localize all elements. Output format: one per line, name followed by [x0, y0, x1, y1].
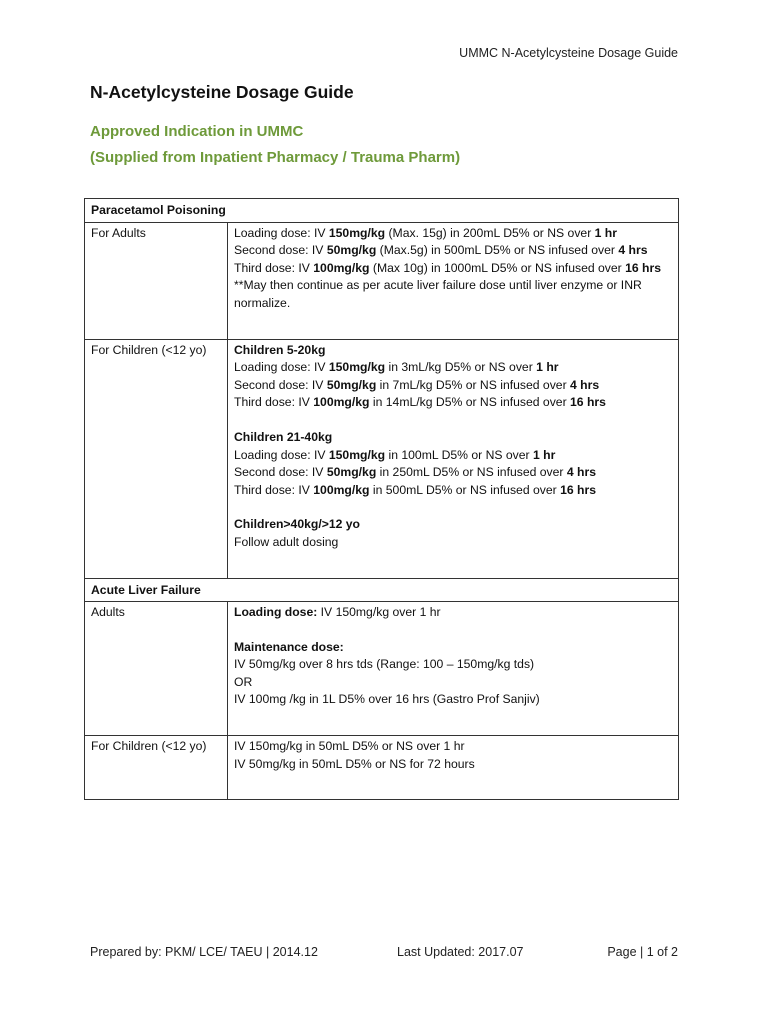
- dosage-table: [84, 198, 679, 800]
- dosage-text: Third dose: IV: [234, 482, 314, 497]
- dosage-line: [234, 464, 672, 482]
- table-row: [85, 602, 679, 736]
- dosage-text: IV 50mg/kg over 8 hrs tds (Range: 100 – 150mg/kg tds): [234, 657, 535, 672]
- dosage-line: [234, 295, 672, 313]
- dosage-text-bold: 100mg/kg: [313, 482, 370, 497]
- blank-line: [234, 622, 672, 639]
- dosage-text-bold: 1 hr: [594, 225, 617, 240]
- dosage-line: [234, 691, 672, 709]
- dosage-text: in 100mL D5% or NS over: [385, 447, 534, 462]
- dosage-text: Second dose: IV: [234, 377, 327, 392]
- dosage-text-bold: 150mg/kg: [328, 360, 386, 375]
- running-header: UMMC N-Acetylcysteine Dosage Guide: [459, 46, 678, 60]
- dosage-text: IV 50mg/kg in 50mL D5% or NS for 72 hours: [234, 756, 475, 771]
- row-label: For Children (<12 yo): [85, 736, 228, 800]
- dosage-text-bold: 1 hr: [536, 360, 559, 375]
- dosage-text-bold: 50mg/kg: [326, 243, 377, 258]
- dosage-text-bold: 16 hrs: [560, 482, 596, 497]
- dosage-cell: [228, 339, 679, 578]
- dosage-text-bold: Loading dose:: [234, 605, 318, 620]
- cell-padding: [234, 773, 672, 797]
- dosage-text: IV 150mg/kg over 1 hr: [317, 605, 441, 620]
- row-label: For Adults: [85, 222, 228, 339]
- dosage-text: IV 100mg /kg in 1L D5% over 16 hrs (Gastro Prof Sanjiv): [234, 692, 540, 707]
- dosage-text-bold: 150mg/kg: [328, 447, 386, 462]
- table-row: [85, 736, 679, 800]
- dosage-text: IV 150mg/kg in 50mL D5% or NS over 1 hr: [234, 739, 465, 754]
- table-row: [85, 222, 679, 339]
- dosage-text-bold: 50mg/kg: [326, 465, 377, 480]
- blank-line: [234, 499, 672, 516]
- dosage-text: (Max 10g) in 1000mL D5% or NS infused over: [369, 260, 626, 275]
- dosage-cell: [228, 736, 679, 800]
- dosage-text-bold: 100mg/kg: [313, 260, 370, 275]
- dosage-text-bold: 4 hrs: [618, 243, 648, 258]
- cell-padding: [234, 313, 672, 337]
- dosage-text: in 250mL D5% or NS infused over: [376, 465, 567, 480]
- dosage-line: [234, 242, 672, 260]
- dosage-text-bold: 16 hrs: [570, 395, 606, 410]
- dosage-text: OR: [234, 674, 253, 689]
- dosage-text: Third dose: IV: [234, 260, 314, 275]
- dosage-text: Second dose: IV: [234, 465, 327, 480]
- row-label: Adults: [85, 602, 228, 736]
- dosage-text: in 14mL/kg D5% or NS infused over: [369, 395, 571, 410]
- dosage-cell: [228, 222, 679, 339]
- dosage-text-bold: 4 hrs: [566, 465, 596, 480]
- dosage-text-bold: 1 hr: [533, 447, 556, 462]
- section-heading-row: [85, 199, 679, 223]
- table-row: [85, 339, 679, 578]
- subheading-line-1: Approved Indication in UMMC: [90, 123, 304, 140]
- dosage-text: Loading dose: IV: [234, 360, 329, 375]
- dosage-text-bold: 150mg/kg: [328, 225, 386, 240]
- dosage-text-bold: 100mg/kg: [313, 395, 370, 410]
- dosage-cell: [228, 602, 679, 736]
- footer-page-number: Page | 1 of 2: [607, 945, 678, 959]
- dosage-line: [234, 482, 672, 500]
- dosage-text: (Max. 15g) in 200mL D5% or NS over: [385, 225, 595, 240]
- dosage-text: Loading dose: IV: [234, 447, 329, 462]
- dosage-line: [234, 534, 672, 552]
- dosage-text: normalize.: [234, 295, 291, 310]
- dosage-text: Third dose: IV: [234, 395, 314, 410]
- dosage-line: [234, 377, 672, 395]
- dosage-line: [234, 738, 672, 756]
- dosage-line: [234, 516, 672, 534]
- dosage-text: **May then continue as per acute liver failure dose until liver enzyme or INR: [234, 278, 642, 293]
- section-heading: Acute Liver Failure: [85, 578, 679, 602]
- dosage-line: [234, 260, 672, 278]
- dosage-text-bold: Children 21-40kg: [234, 429, 333, 444]
- cell-padding: [234, 709, 672, 733]
- blank-line: [234, 412, 672, 429]
- dosage-text-bold: Children 5-20kg: [234, 342, 326, 357]
- dosage-text-bold: Children>40kg/>12 yo: [234, 517, 360, 532]
- dosage-text: in 3mL/kg D5% or NS over: [385, 360, 537, 375]
- dosage-text-bold: Maintenance dose:: [234, 639, 344, 654]
- dosage-text: in 7mL/kg D5% or NS infused over: [376, 377, 571, 392]
- dosage-line: [234, 447, 672, 465]
- dosage-line: [234, 394, 672, 412]
- footer-last-updated: Last Updated: 2017.07: [397, 945, 524, 959]
- subheading-line-2: (Supplied from Inpatient Pharmacy / Trauma Pharm): [90, 149, 461, 166]
- dosage-text: Loading dose: IV: [234, 225, 329, 240]
- page-title: N-Acetylcysteine Dosage Guide: [90, 82, 354, 102]
- dosage-text: Second dose: IV: [234, 243, 327, 258]
- row-label: For Children (<12 yo): [85, 339, 228, 578]
- footer-prepared-by: Prepared by: PKM/ LCE/ TAEU | 2014.12: [90, 945, 318, 959]
- dosage-line: [234, 359, 672, 377]
- dosage-text: (Max.5g) in 500mL D5% or NS infused over: [376, 243, 619, 258]
- dosage-text-bold: 16 hrs: [625, 260, 662, 275]
- cell-padding: [234, 552, 672, 576]
- dosage-text-bold: 50mg/kg: [326, 377, 377, 392]
- dosage-line: [234, 342, 672, 360]
- section-heading-row: [85, 578, 679, 602]
- dosage-line: [234, 225, 672, 243]
- dosage-line: [234, 429, 672, 447]
- dosage-line: [234, 639, 672, 657]
- section-heading: Paracetamol Poisoning: [85, 199, 679, 223]
- dosage-line: [234, 277, 672, 295]
- dosage-line: [234, 674, 672, 692]
- dosage-line: [234, 656, 672, 674]
- dosage-text: Follow adult dosing: [234, 534, 339, 549]
- dosage-text-bold: 4 hrs: [570, 377, 600, 392]
- dosage-line: [234, 756, 672, 774]
- dosage-text: in 500mL D5% or NS infused over: [369, 482, 561, 497]
- dosage-line: [234, 604, 672, 622]
